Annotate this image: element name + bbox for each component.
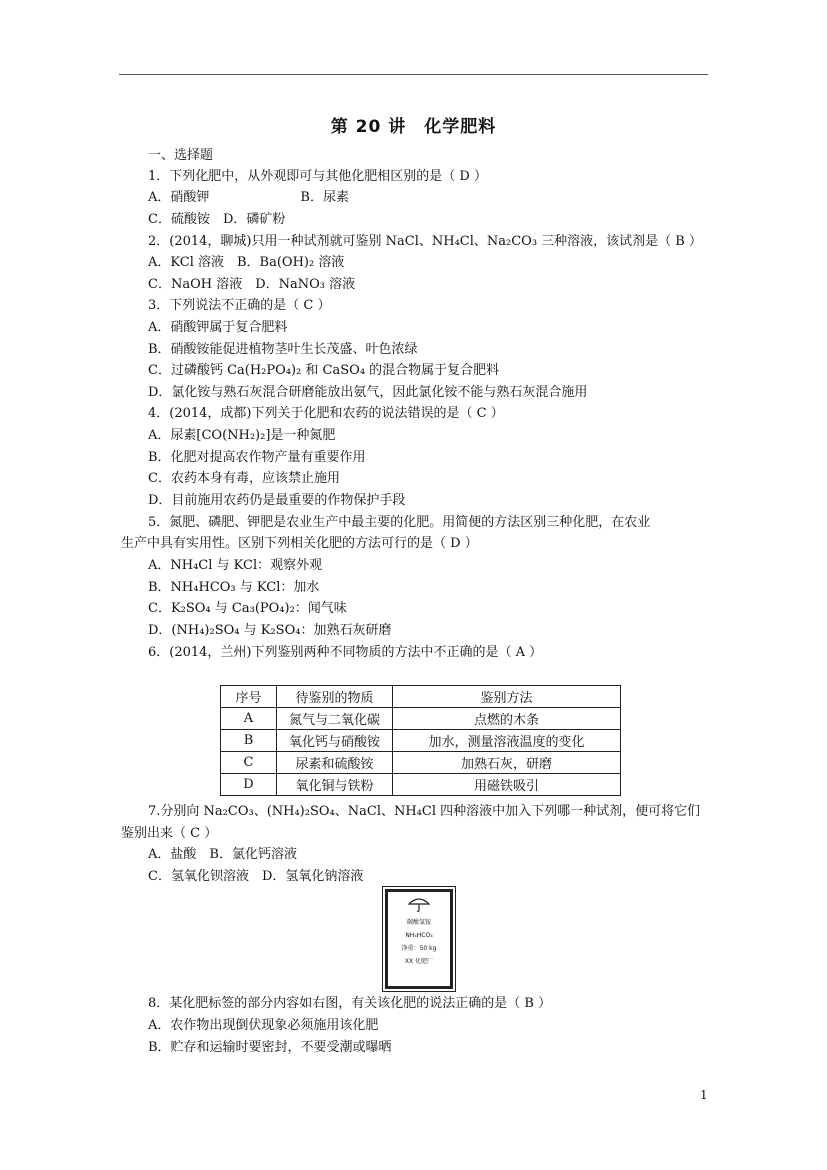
section-heading: 一、选择题 — [148, 148, 214, 163]
fertilizer-label-figure — [385, 889, 453, 989]
label-net-weight: 净重：50 kg — [401, 945, 437, 952]
identification-table — [220, 685, 621, 796]
question-5-stem-line1: 5．氮肥、磷肥、钾肥是农业生产中最主要的化肥。用简便的方法区别三种化肥，在农业 — [148, 515, 651, 530]
question-8-stem: 8．某化肥标签的部分内容如右图，有关该化肥的说法正确的是（ B ） — [148, 996, 552, 1011]
table-row — [221, 708, 621, 730]
question-3-stem: 3．下列说法不正确的是（ C ） — [148, 298, 331, 313]
question-3-option-b: B．硝酸铵能促进植物茎叶生长茂盛、叶色浓绿 — [148, 342, 418, 357]
table-cell: 氧化铜与铁粉 — [277, 774, 393, 796]
question-8-option-a: A．农作物出现倒伏现象必须施用该化肥 — [148, 1018, 379, 1033]
question-4-option-d: D．目前施用农药仍是最重要的作物保护手段 — [148, 493, 406, 508]
question-2-stem: 2．(2014，聊城)只用一种试剂就可鉴别 NaCl、NH₄Cl、Na₂CO₃ 三种溶液，该试剂是（ B ） — [148, 234, 702, 249]
question-1-stem: 1．下列化肥中，从外观即可与其他化肥相区别的是（ D ） — [148, 169, 487, 184]
question-6-stem: 6．(2014，兰州)下列鉴别两种不同物质的方法中不正确的是（ A ） — [148, 645, 543, 660]
question-1-options-row2: C．硫酸铵 D．磷矿粉 — [148, 212, 286, 227]
question-7-options-row1: A．盐酸 B．氯化钙溶液 — [148, 847, 297, 862]
question-5-option-b: B．NH₄HCO₃ 与 KCl：加水 — [148, 580, 320, 595]
table-row — [221, 730, 621, 752]
question-4-option-a: A．尿素[CO(NH₂)₂]是一种氮肥 — [148, 428, 336, 443]
question-2-options-row2: C．NaOH 溶液 D．NaNO₃ 溶液 — [148, 277, 356, 292]
table-header-cell: 序号 — [221, 686, 277, 708]
question-4-option-b: B．化肥对提高农作物产量有重要作用 — [148, 450, 366, 465]
table-cell: 尿素和硫酸铵 — [277, 752, 393, 774]
question-3-option-c: C．过磷酸钙 Ca(H₂PO₄)₂ 和 CaSO₄ 的混合物属于复合肥料 — [148, 363, 500, 378]
question-3-option-d: D．氯化铵与熟石灰混合研磨能放出氨气，因此氯化铵不能与熟石灰混合施用 — [148, 385, 588, 400]
question-5-stem-line2: 生产中具有实用性。区别下列相关化肥的方法可行的是（ D ） — [121, 536, 478, 551]
question-8-option-b: B．贮存和运输时要密封，不要受潮或曝晒 — [148, 1040, 392, 1055]
question-7-stem-line1: 7.分别向 Na₂CO₃、(NH₄)₂SO₄、NaCl、NH₄Cl 四种溶液中加入下列哪一种试剂，便可将它们 — [148, 804, 701, 819]
table-cell: A — [221, 708, 277, 730]
table-cell: 氮气与二氧化碳 — [277, 708, 393, 730]
table-cell: C — [221, 752, 277, 774]
page-number: 1 — [700, 1088, 708, 1102]
table-row — [221, 752, 621, 774]
question-2-options-row1: A．KCl 溶液 B．Ba(OH)₂ 溶液 — [148, 255, 345, 270]
question-3-option-a: A．硝酸钾属于复合肥料 — [148, 320, 288, 335]
table-cell: 加熟石灰，研磨 — [393, 752, 621, 774]
question-5-option-c: C．K₂SO₄ 与 Ca₃(PO₄)₂：闻气味 — [148, 601, 347, 616]
table-cell: 用磁铁吸引 — [393, 774, 621, 796]
table-cell: 加水，测量溶液温度的变化 — [393, 730, 621, 752]
table-cell: D — [221, 774, 277, 796]
question-7-stem-line2: 鉴别出来（ C ） — [121, 826, 218, 841]
table-cell: 氧化钙与硝酸铵 — [277, 730, 393, 752]
label-manufacturer: XX 化肥厂 — [404, 958, 434, 965]
question-7-options-row2: C．氢氧化钡溶液 D．氢氧化钠溶液 — [148, 869, 364, 884]
umbrella-icon — [408, 896, 430, 912]
table-cell: 点燃的木条 — [393, 708, 621, 730]
table-header-row — [221, 686, 621, 708]
table-row — [221, 774, 621, 796]
page-title: 第 20 讲 化学肥料 — [330, 117, 497, 137]
question-5-option-d: D．(NH₄)₂SO₄ 与 K₂SO₄：加熟石灰研磨 — [148, 623, 392, 638]
label-product-name: 碳酸氢铵 — [406, 919, 431, 926]
table-cell: B — [221, 730, 277, 752]
question-1-options-row1: A．硝酸钾 B．尿素 — [148, 190, 349, 205]
question-4-stem: 4．(2014，成都)下列关于化肥和农药的说法错误的是（ C ） — [148, 406, 504, 421]
header-rule — [119, 74, 708, 75]
table-header-cell: 鉴别方法 — [393, 686, 621, 708]
question-4-option-c: C．农药本身有毒，应该禁止施用 — [148, 471, 340, 486]
question-5-option-a: A．NH₄Cl 与 KCl：观察外观 — [148, 558, 323, 573]
label-formula: NH₄HCO₃ — [405, 932, 433, 939]
table-header-cell: 待鉴别的物质 — [277, 686, 393, 708]
